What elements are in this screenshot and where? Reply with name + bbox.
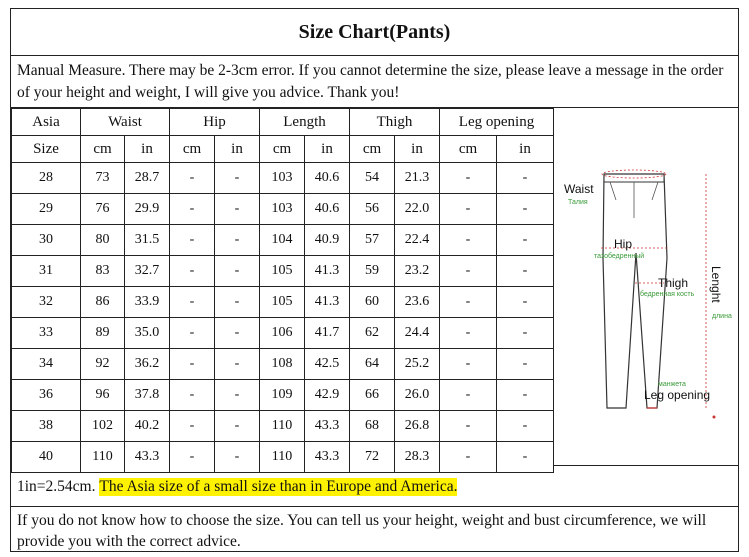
measure-cell: -	[215, 287, 260, 318]
measure-cell: 106	[260, 318, 305, 349]
measure-cell: 86	[81, 287, 125, 318]
unit-conversion-note	[11, 467, 738, 507]
size-cell: 33	[12, 318, 81, 349]
group-leg-opening: Leg opening	[440, 109, 554, 136]
measure-cell: -	[440, 163, 497, 194]
measure-cell: 23.2	[395, 256, 440, 287]
measure-cell: -	[440, 225, 497, 256]
measure-cell: 40.6	[305, 194, 350, 225]
measure-cell: -	[497, 287, 554, 318]
unit-cell: in	[125, 136, 170, 163]
measure-cell: 22.0	[395, 194, 440, 225]
measure-cell: 110	[81, 442, 125, 473]
measure-cell: 59	[350, 256, 395, 287]
measure-cell: 56	[350, 194, 395, 225]
measure-notice: Manual Measure. There may be 2-3cm error. If you cannot determine the size, please leave a message in the order of your height and weight, I will give you advice. Thank you!	[11, 56, 738, 108]
unit-cell: in	[305, 136, 350, 163]
size-cell: 32	[12, 287, 81, 318]
measure-cell: -	[170, 287, 215, 318]
table-row	[12, 225, 554, 256]
size-table	[11, 108, 554, 473]
measure-cell: -	[497, 380, 554, 411]
group-hip: Hip	[170, 109, 260, 136]
header-row-units	[12, 136, 554, 163]
measure-cell: 105	[260, 256, 305, 287]
measure-cell: 31.5	[125, 225, 170, 256]
measure-cell: 80	[81, 225, 125, 256]
measure-cell: -	[170, 225, 215, 256]
table-row	[12, 318, 554, 349]
table-row	[12, 349, 554, 380]
size-cell: 38	[12, 411, 81, 442]
measure-cell: -	[440, 318, 497, 349]
measure-cell: -	[170, 194, 215, 225]
unit-cell: in	[215, 136, 260, 163]
length-label: Lenght	[709, 266, 723, 303]
measure-cell: -	[170, 411, 215, 442]
unit-cell: cm	[170, 136, 215, 163]
measure-cell: 89	[81, 318, 125, 349]
measure-cell: 40.6	[305, 163, 350, 194]
measure-cell: 104	[260, 225, 305, 256]
thigh-label-ru: бедренная кость	[640, 291, 695, 298]
table-row	[12, 411, 554, 442]
measure-cell: 110	[260, 411, 305, 442]
measure-cell: -	[215, 318, 260, 349]
measure-cell: -	[170, 380, 215, 411]
pants-illustration	[554, 108, 739, 466]
thigh-label: Thigh	[658, 276, 689, 290]
measure-cell: 32.7	[125, 256, 170, 287]
measure-cell: 23.6	[395, 287, 440, 318]
unit-cell: cm	[440, 136, 497, 163]
measure-cell: 41.3	[305, 256, 350, 287]
size-cell: 29	[12, 194, 81, 225]
measure-cell: 83	[81, 256, 125, 287]
measure-cell: 66	[350, 380, 395, 411]
group-waist: Waist	[81, 109, 170, 136]
measure-cell: -	[440, 411, 497, 442]
group-thigh: Thigh	[350, 109, 440, 136]
measure-cell: -	[215, 380, 260, 411]
measure-cell: -	[170, 256, 215, 287]
measure-cell: 26.8	[395, 411, 440, 442]
size-cell: 28	[12, 163, 81, 194]
measure-cell: 35.0	[125, 318, 170, 349]
measure-cell: -	[497, 349, 554, 380]
measure-cell: 29.9	[125, 194, 170, 225]
size-cell: 36	[12, 380, 81, 411]
measure-cell: 92	[81, 349, 125, 380]
leg-opening-label-ru: манжета	[658, 381, 686, 388]
asia-size-highlight: The Asia size of a small size than in Europe and America.	[99, 477, 458, 495]
table-row	[12, 194, 554, 225]
table-row	[12, 287, 554, 318]
measure-cell: -	[497, 163, 554, 194]
measure-cell: -	[170, 163, 215, 194]
measure-cell: 28.3	[395, 442, 440, 473]
measure-cell: -	[215, 442, 260, 473]
measure-cell: 40.2	[125, 411, 170, 442]
footer-advice: If you do not know how to choose the size. You can tell us your height, weight and bust circumference, we will provide you with the correct advice.	[17, 512, 707, 550]
pants-diagram	[553, 108, 738, 466]
unit-cell: cm	[81, 136, 125, 163]
unit-cell: cm	[350, 136, 395, 163]
measure-cell: 109	[260, 380, 305, 411]
unit-cell: in	[497, 136, 554, 163]
measure-cell: 41.3	[305, 287, 350, 318]
measure-cell: 73	[81, 163, 125, 194]
header-row-groups	[12, 109, 554, 136]
measure-cell: -	[497, 256, 554, 287]
measure-cell: 28.7	[125, 163, 170, 194]
measure-cell: 26.0	[395, 380, 440, 411]
measure-cell: 105	[260, 287, 305, 318]
conversion-text: 1in=2.54cm.	[17, 477, 100, 495]
size-cell: 31	[12, 256, 81, 287]
size-cell: 40	[12, 442, 81, 473]
measure-cell: -	[215, 163, 260, 194]
size-cell: 34	[12, 349, 81, 380]
measure-cell: 43.3	[125, 442, 170, 473]
measure-cell: -	[170, 318, 215, 349]
measure-cell: 43.3	[305, 442, 350, 473]
measure-cell: -	[497, 225, 554, 256]
length-label-ru: длина	[712, 313, 732, 320]
measure-cell: 102	[81, 411, 125, 442]
measure-cell: 108	[260, 349, 305, 380]
measure-cell: -	[440, 194, 497, 225]
measure-cell: -	[497, 318, 554, 349]
measure-cell: -	[215, 349, 260, 380]
measure-cell: 110	[260, 442, 305, 473]
measure-cell: 72	[350, 442, 395, 473]
measure-cell: 62	[350, 318, 395, 349]
hip-label-ru: тазобедренный	[594, 253, 645, 260]
measure-cell: 64	[350, 349, 395, 380]
measure-cell: 22.4	[395, 225, 440, 256]
size-chart	[10, 8, 739, 552]
measure-cell: -	[215, 194, 260, 225]
measure-cell: 96	[81, 380, 125, 411]
measure-cell: 103	[260, 194, 305, 225]
page-title: Size Chart(Pants)	[11, 9, 738, 56]
measure-cell: 42.5	[305, 349, 350, 380]
measure-cell: 68	[350, 411, 395, 442]
unit-cell: cm	[260, 136, 305, 163]
measure-cell: 21.3	[395, 163, 440, 194]
measure-cell: -	[215, 411, 260, 442]
size-cell: 30	[12, 225, 81, 256]
measure-cell: -	[440, 287, 497, 318]
measure-cell: -	[440, 380, 497, 411]
table-row	[12, 256, 554, 287]
table-body	[12, 163, 554, 473]
leg-opening-label: Leg opening	[644, 388, 711, 402]
measure-cell: 33.9	[125, 287, 170, 318]
measure-cell: 41.7	[305, 318, 350, 349]
table-row	[12, 380, 554, 411]
measure-cell: -	[497, 442, 554, 473]
measure-cell: -	[440, 256, 497, 287]
table-row	[12, 163, 554, 194]
measure-cell: -	[497, 411, 554, 442]
waist-label-ru: Талия	[568, 199, 588, 206]
group-length: Length	[260, 109, 350, 136]
measure-cell: -	[440, 349, 497, 380]
measure-cell: 37.8	[125, 380, 170, 411]
unit-cell: in	[395, 136, 440, 163]
measure-cell: 42.9	[305, 380, 350, 411]
waist-label: Waist	[564, 182, 594, 196]
measure-cell: -	[215, 256, 260, 287]
measure-cell: 57	[350, 225, 395, 256]
measure-cell: -	[170, 442, 215, 473]
measure-cell: -	[215, 225, 260, 256]
measure-cell: 76	[81, 194, 125, 225]
measure-cell: 60	[350, 287, 395, 318]
measure-cell: -	[440, 442, 497, 473]
measure-cell: -	[170, 349, 215, 380]
measure-cell: 24.4	[395, 318, 440, 349]
measure-cell: 25.2	[395, 349, 440, 380]
measure-cell: 36.2	[125, 349, 170, 380]
size-header-top: Asia	[12, 109, 81, 136]
measure-cell: -	[497, 194, 554, 225]
measure-cell: 103	[260, 163, 305, 194]
hip-label: Hip	[614, 237, 633, 251]
measure-cell: 43.3	[305, 411, 350, 442]
measure-cell: 40.9	[305, 225, 350, 256]
size-header-bottom: Size	[12, 136, 81, 163]
measure-cell: 54	[350, 163, 395, 194]
